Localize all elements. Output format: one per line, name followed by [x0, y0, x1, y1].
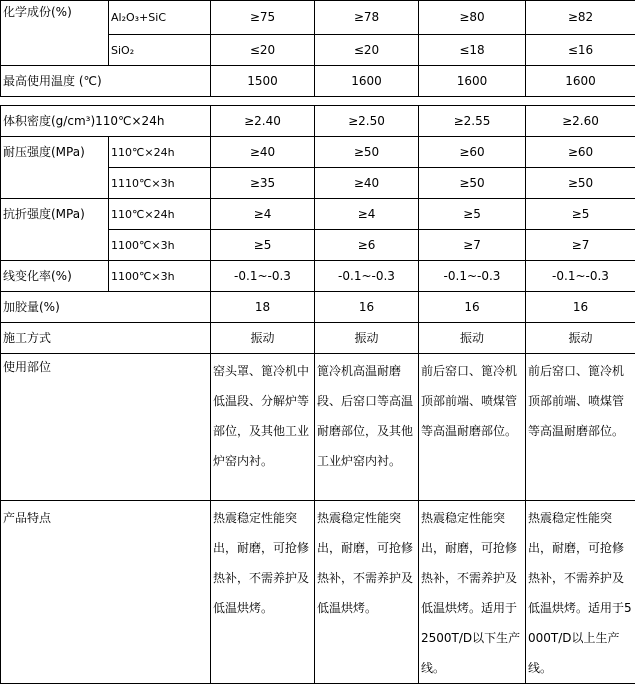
glue-1: 18 [211, 292, 315, 323]
linear-3: -0.1~-0.3 [419, 261, 526, 292]
method-4: 振动 [526, 323, 635, 354]
density-1: ≥2.40 [211, 106, 315, 137]
density-3: ≥2.55 [419, 106, 526, 137]
compress-v2-2: ≥40 [315, 168, 419, 199]
row-flexural-1 [1, 199, 635, 230]
density-label-text: 体积密度(g/cm³) [3, 114, 95, 128]
chem-al-1: ≥75 [211, 1, 315, 35]
glue-3: 16 [419, 292, 526, 323]
features-4: 热震稳定性能突出，耐磨，可抢修热补，不需养护及低温烘烤。适用于5000T/D以上生产线。 [526, 501, 635, 684]
density-label [1, 106, 211, 137]
maxtemp-1: 1500 [211, 66, 315, 97]
usage-1: 窑头罩、篦冷机中低温段、分解炉等部位，及其他工业炉窑内衬。 [211, 354, 315, 501]
chem-al-label: Al₂O₃+SiC [109, 1, 211, 35]
compress-v1-4: ≥60 [526, 137, 635, 168]
linear-2: -0.1~-0.3 [315, 261, 419, 292]
glue-label: 加胶量(%) [1, 292, 211, 323]
density-2: ≥2.50 [315, 106, 419, 137]
compress-v2-1: ≥35 [211, 168, 315, 199]
usage-label: 使用部位 [1, 354, 211, 501]
chem-si-2: ≤20 [315, 35, 419, 66]
compress-v1-2: ≥50 [315, 137, 419, 168]
maxtemp-2: 1600 [315, 66, 419, 97]
flexural-v1-1: ≥4 [211, 199, 315, 230]
flexural-label: 抗折强度(MPa) [1, 199, 109, 261]
compress-v2-4: ≥50 [526, 168, 635, 199]
compress-cond2: 1110℃×3h [109, 168, 211, 199]
chem-al-4: ≥82 [526, 1, 635, 35]
flexural-v1-3: ≥5 [419, 199, 526, 230]
usage-4: 前后窑口、篦冷机顶部前端、喷煤管等高温耐磨部位。 [526, 354, 635, 501]
linear-label: 线变化率(%) [1, 261, 109, 292]
row-chem-al [1, 1, 635, 35]
row-linear [1, 261, 635, 292]
compress-cond1: 110℃×24h [109, 137, 211, 168]
density-cond: 110℃×24h [95, 114, 164, 128]
flexural-cond2: 1100℃×3h [109, 230, 211, 261]
flexural-v2-1: ≥5 [211, 230, 315, 261]
row-features [1, 501, 635, 684]
chem-al-3: ≥80 [419, 1, 526, 35]
method-2: 振动 [315, 323, 419, 354]
maxtemp-label: 最高使用温度 (℃) [1, 66, 211, 97]
features-2: 热震稳定性能突出，耐磨，可抢修热补，不需养护及低温烘烤。 [315, 501, 419, 684]
glue-2: 16 [315, 292, 419, 323]
chem-al-2: ≥78 [315, 1, 419, 35]
features-label: 产品特点 [1, 501, 211, 684]
linear-cond: 1100℃×3h [109, 261, 211, 292]
method-label: 施工方式 [1, 323, 211, 354]
chem-si-4: ≤16 [526, 35, 635, 66]
chem-si-3: ≤18 [419, 35, 526, 66]
row-method [1, 323, 635, 354]
density-4: ≥2.60 [526, 106, 635, 137]
flexural-cond1: 110℃×24h [109, 199, 211, 230]
compress-v2-3: ≥50 [419, 168, 526, 199]
method-1: 振动 [211, 323, 315, 354]
row-compress-1 [1, 137, 635, 168]
row-maxtemp [1, 66, 635, 97]
usage-2: 篦冷机高温耐磨段、后窑口等高温耐磨部位，及其他工业炉窑内衬。 [315, 354, 419, 501]
flexural-v2-4: ≥7 [526, 230, 635, 261]
chem-label: 化学成份(%) [1, 1, 109, 66]
flexural-v1-4: ≥5 [526, 199, 635, 230]
table-gap [1, 97, 635, 106]
row-glue [1, 292, 635, 323]
features-3: 热震稳定性能突出，耐磨，可抢修热补，不需养护及低温烘烤。适用于2500T/D以下生产线。 [419, 501, 526, 684]
flexural-v2-2: ≥6 [315, 230, 419, 261]
maxtemp-4: 1600 [526, 66, 635, 97]
row-density [1, 106, 635, 137]
compress-v1-3: ≥60 [419, 137, 526, 168]
linear-1: -0.1~-0.3 [211, 261, 315, 292]
chem-si-label: SiO₂ [109, 35, 211, 66]
flexural-v2-3: ≥7 [419, 230, 526, 261]
linear-4: -0.1~-0.3 [526, 261, 635, 292]
glue-4: 16 [526, 292, 635, 323]
row-usage [1, 354, 635, 501]
compress-label: 耐压强度(MPa) [1, 137, 109, 199]
method-3: 振动 [419, 323, 526, 354]
flexural-v1-2: ≥4 [315, 199, 419, 230]
features-1: 热震稳定性能突出，耐磨，可抢修热补，不需养护及低温烘烤。 [211, 501, 315, 684]
chem-si-1: ≤20 [211, 35, 315, 66]
usage-3: 前后窑口、篦冷机顶部前端、喷煤管等高温耐磨部位。 [419, 354, 526, 501]
compress-v1-1: ≥40 [211, 137, 315, 168]
maxtemp-3: 1600 [419, 66, 526, 97]
